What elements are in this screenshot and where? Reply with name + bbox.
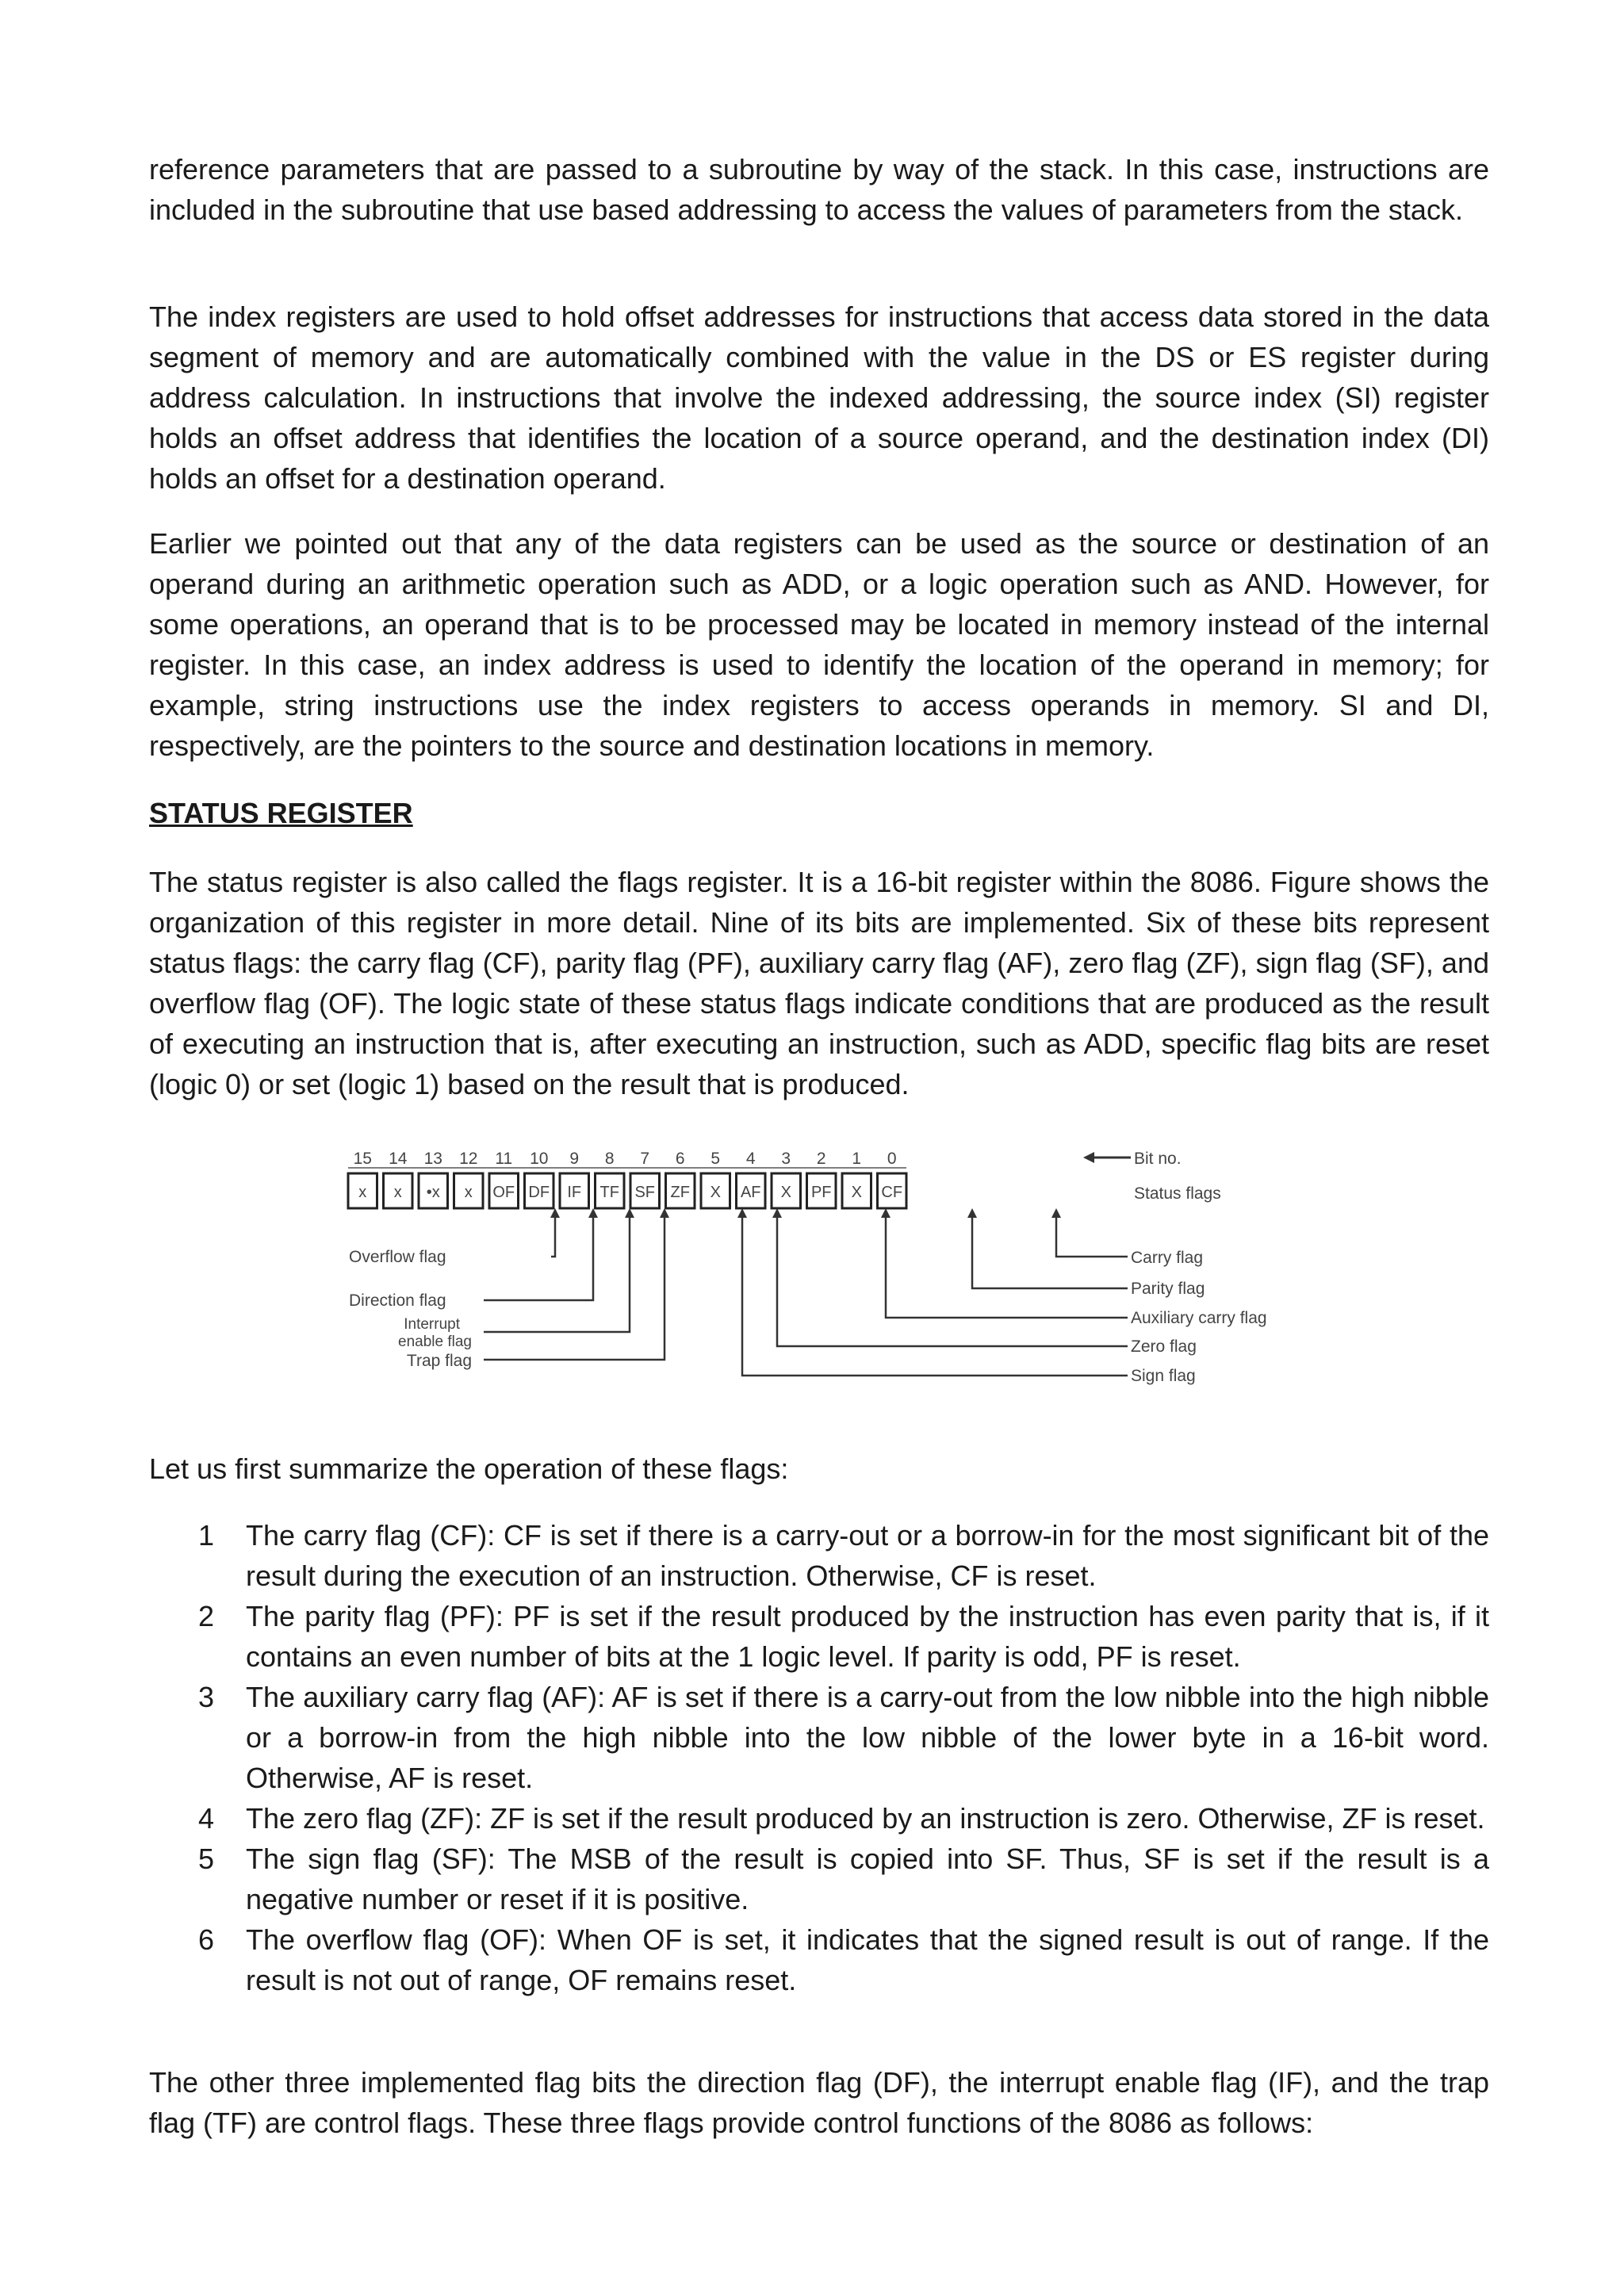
paragraph-index-registers xyxy=(149,297,1489,499)
list-item xyxy=(149,1596,1489,1677)
list-item xyxy=(149,1798,1489,1839)
bit-number: 10 xyxy=(530,1150,549,1168)
paragraph-text: The index registers are used to hold offset addresses for instructions that access data stored in the data segment of memory and are automatically combined with the value in the DS or ES register during address calculation. In instructions that involve the indexed addressing, the source index (SI) register holds an offset address that identifies the location of a source operand, and the destination index (DI) holds an offset for a destination operand. xyxy=(149,300,1489,495)
carry-line xyxy=(1056,1212,1128,1257)
list-item-text: The auxiliary carry flag (AF): AF is set if there is a carry-out from the low nibble into the high nibble or a borrow-in from the high nibble into the low nibble of the lower byte in a 16-bit word. Otherwise, AF is reset. xyxy=(246,1681,1489,1794)
paragraph-stack-parameters xyxy=(149,149,1489,230)
auxiliary-arrowhead xyxy=(881,1208,891,1218)
bit-number: 8 xyxy=(604,1150,615,1168)
zero-line xyxy=(777,1212,1128,1346)
register-cell-label: DF xyxy=(528,1184,550,1201)
overflow-flag-label: Overflow flag xyxy=(349,1248,446,1266)
paragraph-data-registers xyxy=(149,523,1489,766)
bit-number: 0 xyxy=(887,1150,897,1168)
direction-arrowhead xyxy=(588,1208,598,1218)
list-item xyxy=(149,1919,1489,2000)
paragraph-status-register xyxy=(149,862,1489,1104)
bit-number: 13 xyxy=(423,1150,442,1168)
status-flags-label: Status flags xyxy=(1134,1184,1221,1203)
interrupt-flag-label-line2: enable flag xyxy=(398,1334,472,1350)
bit-number: 7 xyxy=(640,1150,650,1168)
register-cell-label: X xyxy=(851,1184,862,1201)
overflow-line xyxy=(551,1212,555,1257)
paragraph-control-flags xyxy=(149,2062,1489,2143)
overflow-arrowhead xyxy=(550,1208,560,1218)
interrupt-line xyxy=(484,1212,630,1332)
flags-intro: Let us first summarize the operation of these flags: xyxy=(149,1452,789,1485)
bit-number: 6 xyxy=(675,1150,685,1168)
list-item xyxy=(149,1515,1489,1596)
list-item-number: 6 xyxy=(198,1923,215,1956)
bit-number-labels xyxy=(348,1150,906,1168)
list-item-text: The parity flag (PF): PF is set if the result produced by the instruction has even parity that is, if it contains an even number of bits at the 1 logic level. If parity is odd, PF is reset. xyxy=(246,1600,1489,1673)
zero-flag-label: Zero flag xyxy=(1131,1337,1197,1356)
list-item-number: 2 xyxy=(198,1600,215,1632)
register-cell-label: x xyxy=(393,1184,402,1201)
direction-flag-label: Direction flag xyxy=(349,1292,446,1310)
bit-no-label: Bit no. xyxy=(1134,1150,1182,1168)
register-cells xyxy=(348,1173,906,1208)
trap-arrowhead xyxy=(660,1208,669,1218)
bit-number: 4 xyxy=(745,1150,756,1168)
auxiliary-line xyxy=(886,1212,1128,1318)
paragraph-text: Earlier we pointed out that any of the data registers can be used as the source or destination of an operand during an arithmetic operation such as ADD, or a logic operation such as AND. However, for some operations, an operand that is to be processed may be located in memory instead of the internal register. In this case, an index address is used to identify the location of the operand in memory; for example, string instructions use the index registers to access operands in memory. SI and DI, respectively, are the pointers to the source and destination locations in memory. xyxy=(149,527,1489,762)
parity-line xyxy=(972,1212,1128,1288)
interrupt-flag-label-line1: Interrupt xyxy=(404,1316,460,1333)
register-cell-label: IF xyxy=(567,1184,582,1201)
register-cell-label: x xyxy=(464,1184,473,1201)
paragraph-text: The status register is also called the flags register. It is a 16-bit register within the 8086. Figure shows the organization of this register in more detail. Nine of its bits are implemented. Six of these bits represent status flags: the carry flag (CF), parity flag (PF), auxiliary carry flag (AF), zero flag (ZF), sign flag (SF), and overflow flag (OF). The logic state of these status flags indicate conditions that are produced as the result of executing an instruction that is, after executing an instruction, such as ADD, specific flag bits are reset (logic 0) or set (logic 1) based on the result that is produced. xyxy=(149,866,1489,1100)
bit-number: 12 xyxy=(459,1150,478,1168)
bit-number: 2 xyxy=(816,1150,826,1168)
carry-flag-label: Carry flag xyxy=(1131,1249,1204,1267)
direction-line xyxy=(484,1212,593,1300)
bit-number: 14 xyxy=(389,1150,408,1168)
register-cell-label: OF xyxy=(492,1184,515,1201)
parity-arrowhead xyxy=(967,1208,977,1218)
list-item-number: 5 xyxy=(198,1843,215,1875)
flags-register-figure xyxy=(333,1142,1324,1403)
sign-arrowhead xyxy=(737,1208,747,1218)
section-heading: STATUS REGISTER xyxy=(149,797,413,829)
bit-number: 3 xyxy=(781,1150,791,1168)
register-cell-label: AF xyxy=(740,1184,761,1201)
trap-line xyxy=(484,1212,665,1360)
register-cell-label: ZF xyxy=(670,1184,690,1201)
bit-no-arrowhead xyxy=(1083,1152,1094,1163)
register-cell-label: •x xyxy=(426,1184,440,1201)
list-item-number: 1 xyxy=(198,1519,215,1552)
sign-flag-label: Sign flag xyxy=(1131,1367,1196,1385)
sign-line xyxy=(742,1212,1128,1376)
list-item-text: The overflow flag (OF): When OF is set, it indicates that the signed result is out of range. If the result is not out of range, OF remains reset. xyxy=(246,1923,1489,1996)
bit-number: 1 xyxy=(852,1150,862,1168)
list-item-number: 4 xyxy=(198,1802,215,1835)
register-cell-label: PF xyxy=(810,1184,832,1201)
auxiliary-carry-flag-label: Auxiliary carry flag xyxy=(1131,1309,1267,1327)
trap-flag-label: Trap flag xyxy=(406,1352,472,1370)
list-item-number: 3 xyxy=(198,1681,215,1713)
carry-arrowhead xyxy=(1051,1208,1061,1218)
register-cell-label: SF xyxy=(634,1184,656,1201)
paragraph-text: The other three implemented flag bits the direction flag (DF), the interrupt enable flag (IF), and the trap flag (TF) are control flags. These three flags provide control functions of the 8086 as follows: xyxy=(149,2066,1489,2139)
register-cell-label: X xyxy=(780,1184,791,1201)
register-cell-label: X xyxy=(710,1184,721,1201)
list-item xyxy=(149,1839,1489,1919)
list-item xyxy=(149,1677,1489,1798)
list-item-text: The zero flag (ZF): ZF is set if the result produced by an instruction is zero. Otherwise, ZF is reset. xyxy=(246,1802,1485,1835)
flags-list xyxy=(149,1515,1489,2000)
flags-register-diagram xyxy=(333,1142,1324,1403)
list-item-text: The sign flag (SF): The MSB of the result is copied into SF. Thus, SF is set if the result is a negative number or reset if it is positive. xyxy=(246,1843,1489,1915)
paragraph-text: reference parameters that are passed to a subroutine by way of the stack. In this case, instructions are included in the subroutine that use based addressing to access the values of parameters from the stack. xyxy=(149,153,1489,226)
bit-number: 9 xyxy=(569,1150,580,1168)
register-cell-label: TF xyxy=(599,1184,619,1201)
bit-number: 15 xyxy=(353,1150,372,1168)
zero-arrowhead xyxy=(772,1208,782,1218)
register-cell-label: x xyxy=(358,1184,367,1201)
register-cell-label: CF xyxy=(881,1184,903,1201)
interrupt-arrowhead xyxy=(625,1208,634,1218)
parity-flag-label: Parity flag xyxy=(1131,1280,1205,1298)
list-item-text: The carry flag (CF): CF is set if there is a carry-out or a borrow-in for the most significant bit of the result during the execution of an instruction. Otherwise, CF is reset. xyxy=(246,1519,1489,1592)
bit-number: 11 xyxy=(495,1150,513,1168)
bit-number: 5 xyxy=(710,1150,721,1168)
